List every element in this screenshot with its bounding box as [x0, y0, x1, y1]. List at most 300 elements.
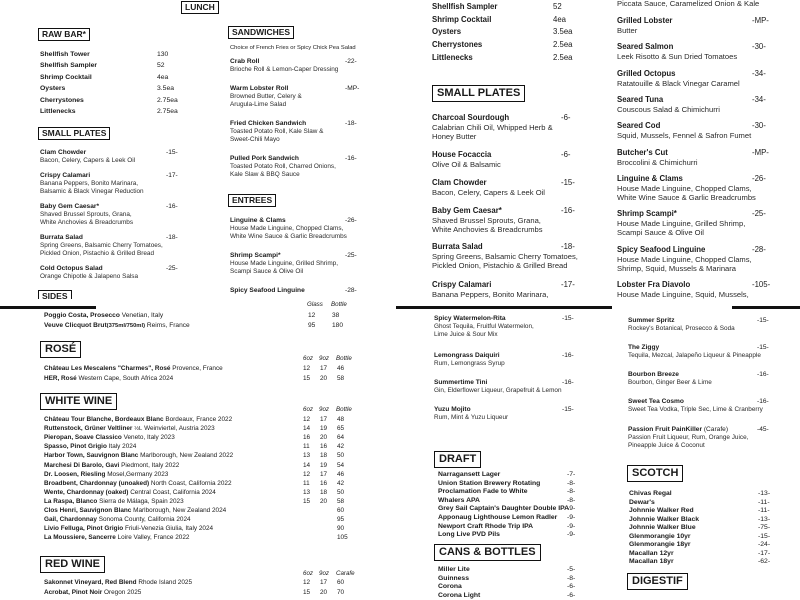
menu-row: [40, 73, 169, 82]
dish-name: Seared Cod: [617, 121, 661, 130]
dish-name: Grilled Lobster: [617, 16, 673, 25]
wine-price: 50: [337, 452, 345, 460]
wine-name: Poggio Costa, Prosecco: [44, 312, 120, 319]
wine-price: 20: [320, 588, 328, 596]
wine-row: [44, 534, 348, 542]
item-name: Shrimp Cocktail: [40, 73, 92, 81]
dish-description: Shaved Brussel Sprouts, Grana,: [40, 211, 132, 218]
wine-price: 14: [303, 425, 311, 433]
dish-description: House Made Linguine, Grilled Shrimp,: [230, 260, 338, 267]
dish-description: Sweet Tea Vodka, Triple Sec, Lime & Cranberry: [628, 406, 763, 413]
item-price: 4ea: [553, 14, 567, 24]
dish-name: Burrata Salad: [40, 234, 83, 241]
dish-description: Scampi Sauce & Olive Oil: [230, 268, 304, 275]
dish-description: Arugula-Lime Salad: [230, 101, 287, 108]
wine-size: ½L: [134, 426, 143, 433]
dish-price: -6-: [561, 150, 571, 159]
dish-name: Cold Octopus Salad: [40, 265, 103, 272]
wine-price: 17: [320, 470, 328, 478]
item-name: Whalers APA: [438, 496, 480, 504]
red-wine-heading: RED WINE: [40, 556, 105, 573]
wine-price: 15: [303, 497, 311, 505]
dish-price: -18-: [561, 242, 575, 251]
cans-heading: CANS & BOTTLES: [434, 544, 541, 561]
item-name: Littlenecks: [40, 108, 76, 115]
menu-row: [629, 490, 771, 498]
wine-name: Dr. Loosen, Riesling: [44, 470, 106, 478]
dish-name: Sweet Tea Cosmo: [628, 398, 684, 405]
dish-name: Seared Salmon: [617, 42, 674, 51]
red-col-9oz: 9oz: [319, 570, 329, 577]
item-name: Chivas Regal: [629, 490, 672, 497]
wine-region: Bordeaux, France 2022: [165, 416, 233, 423]
wine-name: Gail, Chardonnay: [44, 516, 97, 524]
dish-description: Bacon, Celery, Capers & Leek Oil: [40, 157, 136, 164]
item-price: -62-: [758, 558, 771, 565]
item-price: -5-: [567, 566, 576, 573]
wine-bottle-price: 180: [332, 322, 344, 329]
dish-price: -6-: [561, 113, 571, 122]
dish-price: -15-: [757, 344, 769, 351]
menu-dish: [434, 315, 574, 339]
item-name: Oysters: [40, 85, 66, 93]
menu-dish: [432, 242, 578, 271]
dish-price: -16-: [166, 203, 178, 210]
wine-row: [44, 312, 340, 320]
wine-row: [44, 443, 345, 451]
dish-description: Kale Slaw & BBQ Sauce: [230, 171, 300, 178]
menu-dish: [230, 217, 357, 241]
wine-price: 12: [303, 579, 311, 586]
dish-price: -15-: [757, 317, 769, 324]
menu-row: [432, 52, 573, 63]
dish-description: Gin, Elderflower Liqueur, Grapefruit & Lemon: [434, 387, 562, 394]
white-wine-heading: WHITE WINE: [40, 393, 117, 410]
dish-description: Tequila, Mezcal, Jalapeño Liqueur & Pineapple: [628, 352, 761, 359]
item-name: Johnnie Walker Black: [629, 515, 700, 523]
dish-description: Ratatouille & Black Vinegar Caramel: [617, 78, 740, 88]
menu-row: [629, 515, 771, 524]
dish-name: Spicy Seafood Linguine: [617, 245, 706, 254]
menu-dish: [617, 209, 766, 238]
item-price: -6-: [567, 583, 576, 591]
dish-price: -30-: [752, 42, 766, 51]
menu-dish: [230, 155, 357, 179]
item-price: 2.5ea: [553, 52, 573, 62]
dish-name: Butcher's Cut: [617, 148, 668, 157]
item-name: Oysters: [432, 27, 462, 37]
dish-description: White Anchovies & Breadcrumbs: [40, 219, 134, 226]
wine-price: 19: [320, 425, 328, 433]
dish-price: -34-: [752, 69, 766, 78]
menu-row: [629, 558, 771, 566]
dish-name: Summertime Tini: [434, 379, 488, 386]
item-name: Apponaug Lighthouse Lemon Radler: [438, 514, 558, 521]
menu-row: [40, 62, 165, 70]
menu-dish: [434, 379, 574, 395]
dish-price: -25-: [752, 209, 766, 218]
wine-name: Acrobat, Pinot Noir: [44, 588, 103, 596]
item-price: -24-: [758, 541, 771, 548]
item-name: Shellfish Sampler: [40, 62, 98, 70]
item-price: 3.5ea: [157, 85, 175, 93]
dish-description: Toasted Potato Roll, Charred Onions,: [230, 163, 336, 170]
menu-dish: [40, 203, 178, 227]
menu-dish: [617, 95, 766, 114]
dish-name: Lobster Fra Diavolo: [617, 280, 691, 289]
wine-price: 58: [337, 374, 345, 382]
dish-name: Clam Chowder: [40, 149, 87, 156]
dish-price: -26-: [345, 217, 357, 224]
item-name: Macallan 12yr: [629, 549, 674, 557]
dish-description: Browned Butter, Celery &: [230, 93, 302, 100]
dish-price: -105-: [752, 280, 771, 289]
dish-description: Toasted Potato Roll, Kale Slaw &: [230, 128, 324, 135]
menu-row: [40, 51, 169, 59]
sandwiches-note: Choice of French Fries or Spicy Chick Pea Salad: [230, 45, 356, 51]
wine-row: [44, 507, 345, 515]
item-name: Dewar's: [629, 498, 655, 506]
red-col-carafe: Carafe: [336, 570, 355, 577]
sparkling-col-bottle: Bottle: [331, 301, 347, 308]
scotch-heading: SCOTCH: [627, 465, 683, 482]
menu-row: [40, 108, 178, 116]
wine-price: 13: [303, 452, 311, 460]
item-price: -9-: [567, 522, 576, 530]
menu-dish: [40, 172, 178, 196]
menu-dish: [628, 398, 769, 414]
wine-region: Marlborough, New Zealand 2022: [140, 452, 234, 460]
item-name: Proclamation Fade to White: [438, 488, 528, 496]
dish-name: The Ziggy: [628, 344, 660, 351]
item-name: Glenmorangie 18yr: [629, 541, 691, 548]
lunch-title: LUNCH: [181, 1, 219, 14]
dish-description: Scampi Sauce & Olive Oil: [617, 228, 704, 237]
dish-description: House Made Linguine, Chopped Clams,: [617, 254, 752, 264]
dish-price: -MP-: [345, 85, 360, 92]
dish-price: -25-: [345, 252, 357, 259]
menu-dish: [230, 252, 357, 276]
menu-dish: [617, 42, 766, 61]
menu-row: [629, 532, 771, 541]
rose-heading: ROSÉ: [40, 341, 81, 358]
menu-dish: [617, 148, 769, 167]
menu-dish: [230, 85, 360, 109]
dish-description: Honey Butter: [432, 132, 477, 141]
wine-price: 18: [320, 488, 328, 496]
item-price: -8-: [567, 574, 576, 582]
wine-region: Central Coast, California 2024: [130, 488, 216, 496]
dish-name: Crab Roll: [230, 58, 260, 65]
wine-price: 50: [337, 488, 345, 496]
menu-dish: [230, 58, 357, 74]
wine-row: [44, 374, 345, 383]
dish-price: -18-: [166, 234, 178, 241]
dish-price: -MP-: [752, 16, 769, 25]
dish-name: Charcoal Sourdough: [432, 113, 510, 122]
menu-dish: [432, 206, 575, 235]
wine-bottle-price: 38: [332, 312, 340, 319]
wine-region: Marlborough, New Zealand 2024: [133, 507, 227, 514]
wine-size: (375ml/750ml): [106, 323, 146, 329]
wine-name: Broadbent, Chardonnay (unoaked): [44, 479, 150, 487]
wine-price: 20: [320, 434, 328, 442]
dish-description: House Made Linguine, Chopped Clams,: [617, 183, 752, 193]
menu-row: [40, 96, 178, 105]
dish-price: -15-: [562, 315, 574, 322]
dish-description: Spring Greens, Balsamic Cherry Tomatoes,: [432, 251, 578, 261]
lunch-small-plates-heading: SMALL PLATES: [38, 127, 110, 140]
item-name: Corona: [438, 583, 462, 591]
wine-row: [44, 425, 345, 433]
item-name: Newport Craft Rhode Trip IPA: [438, 522, 534, 530]
menu-dish: [617, 280, 771, 299]
wine-price: 11: [303, 479, 310, 487]
wine-region: Piedmont, Italy 2022: [121, 461, 180, 469]
wine-price: 42: [337, 443, 345, 451]
wine-price: 105: [337, 534, 348, 542]
item-name: Glenmorangie 10yr: [629, 532, 691, 540]
menu-dish: [230, 287, 357, 295]
wine-row: [44, 588, 345, 597]
dish-name: Pulled Pork Sandwich: [230, 155, 299, 162]
sparkling-col-glass: Glass: [307, 301, 323, 308]
dish-description: Rum, Mint & Yuzu Liqueur: [434, 414, 509, 421]
dish-description: Rum, Lemongrass Syrup: [434, 360, 505, 367]
dish-description: House Made Linguine, Squid, Mussels,: [617, 289, 749, 299]
wine-price: 20: [320, 374, 328, 382]
dish-name: Shrimp Scampi*: [230, 252, 281, 259]
white-col-6oz: 6oz: [303, 406, 313, 413]
dish-description: Sweet-Chili Mayo: [230, 136, 280, 143]
wine-name: Marchesi Di Barolo, Gavi: [44, 461, 120, 469]
page-gap-left: [96, 304, 396, 311]
wine-price: 95: [337, 516, 345, 524]
white-col-9oz: 9oz: [319, 406, 329, 413]
menu-row: [438, 531, 576, 539]
item-price: 2.5ea: [553, 40, 573, 50]
dish-price: -34-: [752, 95, 766, 104]
dish-description: White Wine Sauce & Garlic Breadcrumbs: [617, 193, 756, 202]
item-name: Shellfish Tower: [40, 51, 90, 58]
dish-description: Bacon, Celery, Capers & Leek Oil: [432, 187, 545, 197]
item-name: Shellfish Sampler: [432, 2, 498, 11]
dish-description: Lime Juice & Sour Mix: [434, 331, 498, 338]
menu-row: [438, 574, 576, 583]
wine-row: [44, 488, 345, 497]
menu-row: [438, 496, 576, 505]
wine-price: 48: [337, 416, 345, 423]
menu-row: [40, 85, 175, 93]
dish-description: Passion Fruit Liqueur, Rum, Orange Juice,: [628, 434, 749, 441]
wine-price: 15: [303, 374, 311, 382]
wine-region: Western Cape, South Africa 2024: [78, 374, 174, 382]
item-price: -6-: [567, 591, 576, 599]
dish-price: -30-: [752, 121, 766, 130]
dish-description: Olive Oil & Balsamic: [432, 159, 501, 169]
wine-region: Rhode Island 2025: [138, 579, 193, 586]
dish-description: Pickled Onion, Pistachio & Grilled Bread: [432, 261, 568, 270]
lunch-raw-bar-heading: RAW BAR*: [38, 28, 90, 41]
dish-name: Crispy Calamari: [40, 172, 91, 179]
dish-description: Rockey's Botanical, Prosecco & Soda: [628, 325, 735, 332]
menu-dish: [617, 16, 769, 35]
dish-description: Pickled Onion, Pistachio & Grilled Bread: [40, 250, 155, 257]
dish-name: Burrata Salad: [432, 242, 483, 251]
wine-price: 60: [337, 507, 345, 514]
menu-dish: [617, 121, 766, 140]
wine-price: 15: [303, 588, 311, 596]
dish-description: Bourbon, Ginger Beer & Lime: [628, 379, 712, 386]
dish-name: Baby Gem Caesar*: [432, 206, 502, 215]
wine-row: [44, 452, 345, 460]
dish-price: -16-: [561, 206, 575, 215]
dish-description: Calabrian Chili Oil, Whipped Herb &: [432, 122, 553, 132]
dish-description: Squid, Mussels, Fennel & Safron Fumet: [617, 130, 752, 140]
dish-price: -26-: [752, 174, 766, 183]
draft-heading: DRAFT: [434, 451, 481, 468]
item-name: Narragansett Lager: [438, 471, 501, 478]
dish-name: Linguine & Clams: [617, 174, 683, 183]
menu-dish: [617, 245, 766, 274]
dish-price: -17-: [166, 172, 178, 179]
wine-name: Spasso, Pinot Grigio: [44, 443, 107, 451]
dish-name: Bourbon Breeze: [628, 371, 679, 378]
dish-name: Clam Chowder: [432, 178, 487, 187]
item-name: Long Live PVD Pils: [438, 531, 500, 539]
wine-row: [44, 525, 345, 533]
item-name: Grey Sail Captain's Daughter Double IPA: [438, 505, 570, 513]
menu-dish: [40, 265, 178, 281]
item-price: -9-: [567, 514, 576, 521]
dish-name: Summer Spritz: [628, 317, 675, 324]
wine-name: Château Tour Blanche, Bordeaux Blanc: [44, 416, 164, 423]
dish-price: -15-: [166, 149, 178, 156]
dish-description: Spring Greens, Balsamic Cherry Tomatoes,: [40, 242, 163, 249]
dish-description: White Wine Sauce & Garlic Breadcrumbs: [230, 233, 347, 240]
wine-price: 46: [337, 365, 345, 372]
wine-name: Livio Felluga, Pinot Grigio: [44, 525, 124, 533]
wine-region: Veneto, Italy 2023: [123, 434, 175, 442]
dish-description: White Anchovies & Breadcrumbs: [432, 225, 543, 234]
wine-price: 58: [337, 497, 345, 505]
wine-price: 17: [320, 365, 328, 372]
item-price: -9-: [567, 531, 576, 539]
dish-price: -25-: [166, 265, 178, 272]
item-name: Corona Light: [438, 591, 481, 599]
dish-price: -16-: [757, 398, 769, 405]
rose-col-bottle: Bottle: [336, 355, 352, 362]
wine-price: 46: [337, 470, 345, 478]
menu-row: [438, 591, 576, 600]
menu-dish: [628, 426, 769, 450]
dish-description: House Made Linguine, Chopped Clams,: [230, 225, 344, 232]
wine-region: Italy 2024: [108, 443, 137, 451]
wine-row: [44, 470, 345, 479]
item-price: -8-: [567, 479, 576, 487]
wine-price: 18: [320, 452, 328, 460]
wine-glass-price: 12: [308, 312, 316, 319]
dish-name: Baby Gem Caesar*: [40, 203, 100, 210]
wine-price: 12: [303, 365, 311, 372]
wine-row: [44, 479, 345, 488]
menu-dish: [434, 406, 574, 422]
wine-price: 13: [303, 488, 311, 496]
dish-price: -18-: [345, 120, 357, 127]
item-price: 130: [157, 51, 169, 58]
item-name: Guinness: [438, 574, 469, 582]
dinner-small-plates-heading: SMALL PLATES: [432, 85, 525, 102]
wine-name: Château Les Mescalens "Charmes", Rosé: [44, 365, 171, 372]
dish-price: -45-: [757, 426, 769, 433]
item-price: 52: [553, 2, 562, 11]
wine-region: North Coast, California 2022: [150, 479, 232, 487]
digestif-heading: DIGESTIF: [627, 573, 688, 590]
wine-name: Ruttenstock, Grüner Veltliner: [44, 425, 133, 433]
white-col-bottle: Bottle: [336, 406, 352, 413]
dish-name: Shrimp Scampi*: [617, 209, 677, 218]
lunch-sides-heading: SIDES: [38, 290, 72, 299]
menu-row: [432, 2, 562, 12]
wine-region: Sonoma County, California 2024: [98, 516, 191, 524]
wine-name: Clos Henri, Sauvignon Blanc: [44, 507, 132, 514]
menu-dish: [628, 344, 769, 360]
menu-row: [629, 541, 771, 549]
dish-description: Shaved Brussel Sprouts, Grana,: [432, 215, 541, 225]
wine-price: 42: [337, 479, 345, 487]
item-price: 2.75ea: [157, 96, 178, 104]
wine-name: La Moussiere, Sancerre: [44, 534, 116, 542]
dish-description: Ghost Tequila, Fruitful Watermelon,: [434, 323, 534, 330]
item-name: Littlenecks: [432, 52, 473, 62]
dish-size-note: (Carafe): [702, 426, 729, 433]
menu-row: [432, 40, 573, 50]
sandwiches-heading: SANDWICHES: [228, 26, 294, 39]
item-price: -17-: [758, 549, 771, 557]
menu-dish: [432, 178, 575, 197]
dish-description: Banana Peppers, Bonito Marinara,: [40, 180, 139, 187]
page-gap-right: [612, 304, 732, 311]
menu-row: [432, 27, 573, 37]
item-price: -13-: [758, 490, 771, 497]
wine-price: 14: [303, 461, 311, 469]
menu-dish: [40, 234, 178, 258]
item-price: -75-: [758, 524, 771, 531]
wine-region: Sierra de Málaga, Spain 2023: [99, 497, 184, 505]
dish-description: Orange Chipotle & Jalapeno Salsa: [40, 273, 139, 280]
wine-price: 12: [303, 416, 311, 423]
item-price: 3.5ea: [553, 27, 573, 37]
dish-description: Balsamic & Black Vinegar Reduction: [40, 188, 144, 195]
menu-dish: [432, 150, 571, 169]
item-price: 2.75ea: [157, 108, 178, 115]
dish-description: Brioche Roll & Lemon-Caper Dressing: [230, 66, 339, 73]
wine-region: Mosel,Germany 2023: [107, 470, 169, 478]
item-name: Johnnie Walker Blue: [629, 524, 696, 531]
wine-row: [44, 497, 345, 506]
item-price: 4ea: [157, 73, 169, 81]
wine-price: 90: [337, 525, 345, 533]
menu-row: [438, 505, 576, 513]
wine-name: Harbor Town, Sauvignon Blanc: [44, 452, 139, 460]
item-price: -11-: [758, 507, 770, 514]
item-name: Union Station Brewery Rotating: [438, 479, 541, 487]
item-name: Cherrystones: [40, 96, 84, 104]
item-name: Shrimp Cocktail: [432, 14, 492, 24]
dish-name: Warm Lobster Roll: [230, 85, 289, 92]
wine-row: [44, 516, 345, 524]
dish-description: Couscous Salad & Chimichurri: [617, 104, 720, 114]
